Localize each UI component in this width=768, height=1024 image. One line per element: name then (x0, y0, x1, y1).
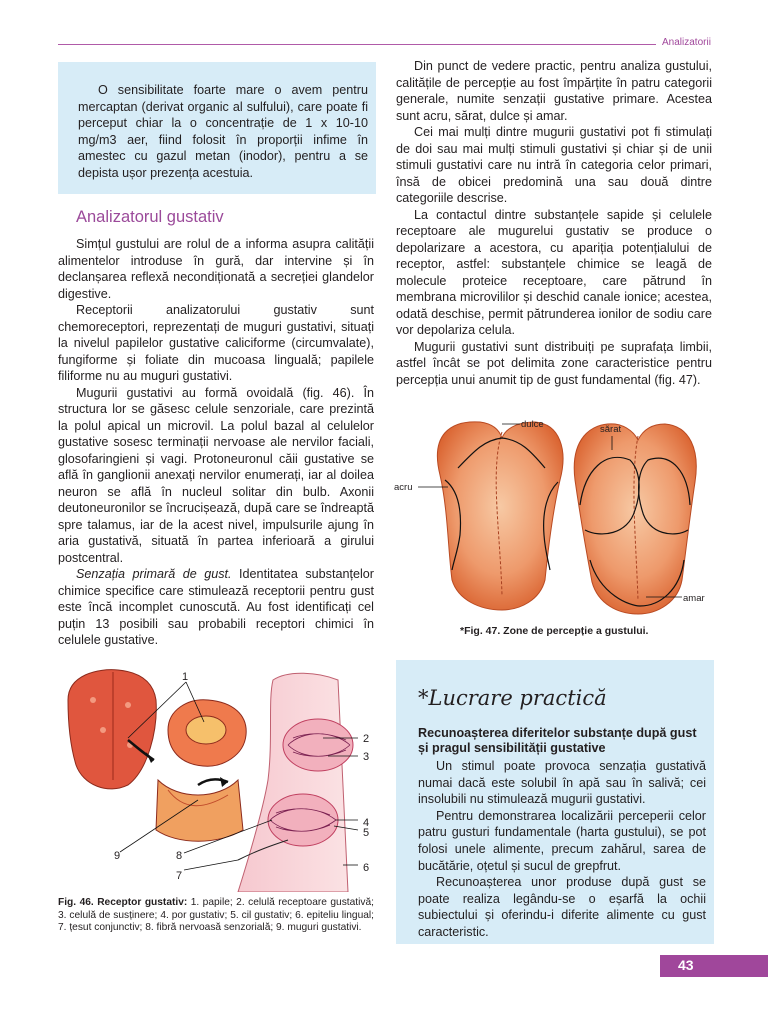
paragraph: Cei mai mulți dintre mugurii gustativi pot fi stimulați de doi sau mai mulți stimuli gustativi și chiar și de unii stimuli gustativi care nu intră în categoria celor primari, însă de obicei predomină una sau două dintre categoriile descrise. (396, 125, 712, 205)
fig46-number-3: 3 (363, 751, 370, 763)
paragraph: Receptorii analizatorului gustativ sunt chemoreceptori, reprezentați de muguri gustativi, situați la nivelul papilelor gustative caliciforme (circumvalate), fungiforme și foliate din mucoasa linguală; papilele filiforme nu au muguri gustativi. (58, 303, 374, 383)
fig46-number-8: 8 (176, 850, 183, 862)
arrow-2-head (220, 777, 228, 787)
paragraph-text: Identitatea substanțelor chimice specifice care stimulează receptorii pentru gust este încă incomplet cunoscută. Au fost identificați cel puțin 13 posibili sau probabili receptori chimici în celulele gustative. (58, 567, 374, 647)
fig46-number-9: 9 (114, 850, 121, 862)
paragraph: Recunoașterea unor produse după gust se poate realiza legându-se o eșarfă la ochii subiectului și oferindu-i diferite alimente cu gust caracteristic. (418, 875, 706, 939)
paragraph: Un stimul poate provoca senzația gustativă numai dacă este solubil în apă sau în salivă; cei insolubili nu stimulează mugurii gustativi. (418, 759, 706, 807)
paragraph: La contactul dintre substanțele sapide și celulele receptoare ale mugurelui gustativ se produce o depolarizare a acestora, cu apariția potențialului de receptor, astfel: substanțele chimice se leagă de molecule proteice receptoare, care pătrund în membrana microvililor și deschid canale ionice; acestea, odată deschise, permit pătrunderea ionilor de sodiu care vor depolariza celula. (396, 207, 712, 337)
info-box-text (78, 82, 368, 181)
epithelium-section (238, 673, 353, 892)
header-rule (58, 44, 656, 45)
running-header: Analizatorii (662, 37, 711, 48)
label-acru: acru (394, 482, 413, 493)
label-sarat: sărat (600, 424, 622, 435)
fig46-number-2: 2 (363, 733, 370, 745)
paragraph: Din punct de vedere practic, pentru analiza gustului, calitățile de percepție au fost împărțite în patru categorii generale, numite senzații gustative primare. Acestea sunt acru, sărat, dulce și amar. (396, 59, 712, 123)
left-column (58, 236, 374, 649)
papilla-drawing (156, 700, 246, 841)
paragraph: Simțul gustului are rolul de a informa asupra calității alimentelor introduse în gură, dar intervine și în declanșarea reflexă necondiționată a secreției glandelor digestive. (58, 237, 374, 301)
figure-47-caption: *Fig. 47. Zone de percepție a gustului. (460, 625, 649, 637)
page-number-tab (660, 955, 768, 977)
tongue-right (574, 424, 696, 614)
figure-46-caption-text: 1. papile; 2. celulă receptoare gustativă; 3. celulă de susținere; 4. por gustativ; 5. cil gustativ; 6. epiteliu lingual; 7. țesut conjunctiv; 8. fibră nervoasă senzorială; 9. muguri gustativi. (58, 897, 374, 933)
practical-body (418, 758, 706, 941)
tongue-left (437, 422, 563, 610)
practical-subtitle: Recunoașterea diferitelor substanțe după gust și pragul sensibilității gustative (418, 726, 697, 755)
fig46-number-1: 1 (182, 671, 189, 683)
paragraph (58, 566, 374, 649)
figure-47 (390, 410, 720, 625)
paragraph: Mugurii gustativi sunt distribuiți pe suprafața limbii, astfel încât se pot delimita zone caracteristice pentru percepția unui anumit tip de gust fundamental (fig. 47). (396, 339, 712, 387)
practical-title: *Lucrare practică (418, 686, 607, 710)
paragraph: Mugurii gustativi au formă ovoidală (fig. 46). În structura lor se găsesc celule senzoriale, care prezintă la polul apical un microvil. La polul bazal al celulelor gustative sosesc terminații nervoase ale nervilor faciali, glosofaringieni și vagi. Protoneuronul căii gustative se află în ganglionii anexați nervilor enumerați, iar al doilea neuron se află în nucleul solitar din bulb. Axonii deutoneuronilor se încrucișează, după care se îndreaptă spre talamus, iar de la acest nivel, impulsurile ajung în aria gustativă, situată în partea inferioară a girului postcentral. (58, 385, 374, 565)
right-column (396, 58, 712, 388)
info-box (58, 62, 376, 194)
tongue-drawing (68, 670, 156, 789)
fig46-number-5: 5 (363, 827, 370, 839)
fig46-number-4: 4 (363, 817, 370, 829)
figure-46-caption (58, 897, 374, 935)
paragraph-lead: Senzația primară de gust. (76, 567, 232, 581)
section-title: Analizatorul gustativ (76, 208, 224, 226)
page-number: 43 (678, 957, 694, 973)
figure-46 (58, 660, 378, 892)
paragraph: Pentru demonstrarea localizării perceperii celor patru gusturi fundamentale (harta gustului), se pot folosi unele alimente, precum zahărul, sarea de bucătărie, oțetul și sucul de grepfrut. (418, 808, 706, 873)
label-dulce: dulce (521, 419, 544, 430)
info-box-paragraph: O sensibilitate foarte mare o avem pentru mercaptan (derivat organic al sulfului), care poate fi perceput chiar la o concentrație de 1 x 10-10 mg/m3 aer, fiind folosit în proporții infime în amestec cu gazul metan (inodor), pentru a se depista ușor prezența acestuia. (78, 83, 368, 180)
figure-46-caption-lead: Fig. 46. Receptor gustativ: (58, 897, 188, 908)
label-amar: amar (683, 593, 705, 604)
fig46-number-7: 7 (176, 870, 183, 882)
fig46-number-6: 6 (363, 862, 370, 874)
